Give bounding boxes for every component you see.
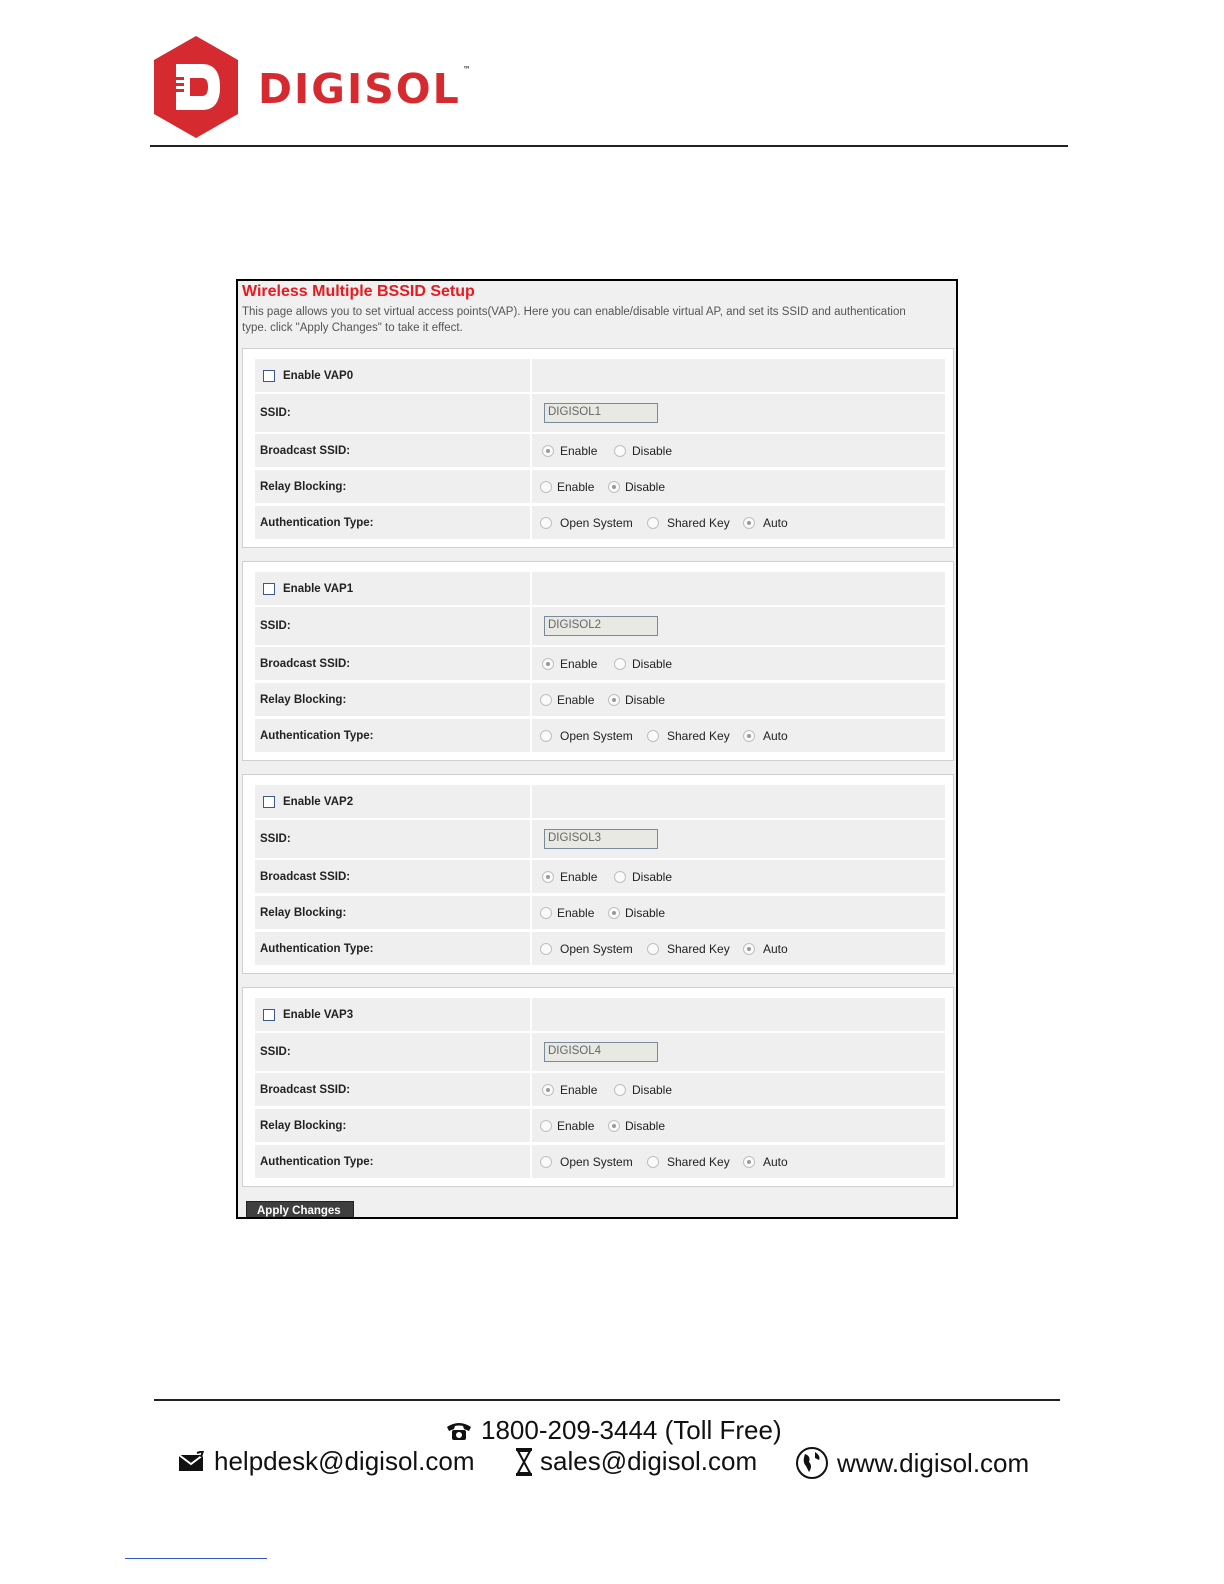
auth-shared-key-label: Shared Key bbox=[667, 1154, 730, 1169]
relay-disable-radio[interactable] bbox=[608, 907, 620, 919]
header-divider bbox=[150, 145, 1068, 147]
auth-auto-radio[interactable] bbox=[743, 1156, 755, 1168]
row-value-cell bbox=[532, 470, 945, 503]
auth-open-system-label: Open System bbox=[560, 515, 633, 530]
auth-shared-key-radio[interactable] bbox=[647, 1156, 659, 1168]
broadcast-ssid-row bbox=[255, 434, 945, 467]
broadcast-ssid-row bbox=[255, 647, 945, 680]
vap-block-1 bbox=[242, 561, 954, 761]
broadcast-enable-radio[interactable] bbox=[542, 1084, 554, 1096]
row-value-cell bbox=[532, 434, 945, 467]
row-value-cell bbox=[532, 607, 945, 645]
vap-block-3 bbox=[242, 987, 954, 1187]
auth-open-system-radio[interactable] bbox=[540, 517, 552, 529]
row-label-cell bbox=[255, 647, 530, 680]
broadcast-enable-label: Enable bbox=[560, 656, 598, 671]
auth-shared-key-label: Shared Key bbox=[667, 941, 730, 956]
website-contact bbox=[795, 1446, 1029, 1480]
authentication-type-label: Authentication Type: bbox=[260, 516, 374, 529]
broadcast-disable-label: Disable bbox=[632, 1082, 673, 1097]
toll-free-line bbox=[445, 1415, 782, 1446]
row-label-cell bbox=[255, 470, 530, 503]
broadcast-disable-radio[interactable] bbox=[614, 871, 626, 883]
ssid-input[interactable]: DIGISOL4 bbox=[544, 1042, 658, 1062]
row-value-cell bbox=[532, 719, 945, 752]
authentication-type-row bbox=[255, 1145, 945, 1178]
relay-disable-label: Disable bbox=[625, 692, 666, 707]
ssid-label: SSID: bbox=[260, 407, 291, 419]
vap-enable-checkbox[interactable] bbox=[263, 583, 275, 595]
broadcast-ssid-label: Broadcast SSID: bbox=[260, 444, 351, 457]
ssid-label: SSID: bbox=[260, 833, 291, 845]
digisol-logo bbox=[152, 33, 471, 141]
relay-enable-radio[interactable] bbox=[540, 907, 552, 919]
relay-blocking-row bbox=[255, 896, 945, 929]
helpdesk-email[interactable]: helpdesk@digisol.com bbox=[214, 1446, 475, 1476]
row-label-cell bbox=[255, 785, 530, 818]
vap-block-2 bbox=[242, 774, 954, 974]
phone-number: 1800-209-3444 (Toll Free) bbox=[481, 1415, 782, 1445]
vap-enable-label: Enable VAP3 bbox=[283, 1008, 354, 1021]
auth-open-system-radio[interactable] bbox=[540, 730, 552, 742]
auth-open-system-label: Open System bbox=[560, 728, 633, 743]
relay-disable-radio[interactable] bbox=[608, 1120, 620, 1132]
vap-enable-label: Enable VAP1 bbox=[283, 582, 354, 595]
authentication-type-row bbox=[255, 506, 945, 539]
relay-blocking-label: Relay Blocking: bbox=[260, 693, 347, 706]
broadcast-enable-radio[interactable] bbox=[542, 658, 554, 670]
auth-open-system-radio[interactable] bbox=[540, 943, 552, 955]
row-label-cell bbox=[255, 1033, 530, 1071]
auth-open-system-radio[interactable] bbox=[540, 1156, 552, 1168]
row-label-cell bbox=[255, 932, 530, 965]
broadcast-ssid-row bbox=[255, 860, 945, 893]
relay-blocking-label: Relay Blocking: bbox=[260, 480, 347, 493]
vap-enable-label: Enable VAP2 bbox=[283, 795, 354, 808]
broadcast-enable-label: Enable bbox=[560, 869, 598, 884]
apply-changes-button[interactable]: Apply Changes bbox=[246, 1201, 354, 1219]
vap-enable-checkbox[interactable] bbox=[263, 370, 275, 382]
row-value-cell bbox=[532, 998, 945, 1031]
website-url[interactable]: www.digisol.com bbox=[837, 1447, 1030, 1478]
row-label-cell bbox=[255, 896, 530, 929]
auth-shared-key-radio[interactable] bbox=[647, 517, 659, 529]
relay-blocking-label: Relay Blocking: bbox=[260, 1119, 347, 1132]
vap-enable-row bbox=[255, 572, 945, 605]
row-label-cell bbox=[255, 719, 530, 752]
relay-enable-radio[interactable] bbox=[540, 481, 552, 493]
row-label-cell bbox=[255, 607, 530, 645]
row-label-cell bbox=[255, 1073, 530, 1106]
row-value-cell bbox=[532, 896, 945, 929]
auth-auto-label: Auto bbox=[763, 941, 788, 956]
broadcast-disable-radio[interactable] bbox=[614, 658, 626, 670]
broadcast-enable-label: Enable bbox=[560, 443, 598, 458]
row-value-cell bbox=[532, 860, 945, 893]
broadcast-disable-label: Disable bbox=[632, 443, 673, 458]
relay-disable-label: Disable bbox=[625, 479, 666, 494]
row-label-cell bbox=[255, 1145, 530, 1178]
relay-blocking-row bbox=[255, 470, 945, 503]
authentication-type-row bbox=[255, 719, 945, 752]
ssid-row bbox=[255, 394, 945, 432]
auth-shared-key-label: Shared Key bbox=[667, 515, 730, 530]
row-value-cell bbox=[532, 572, 945, 605]
sales-contact bbox=[514, 1446, 757, 1477]
contact-bar bbox=[178, 1446, 1058, 1482]
ssid-input[interactable]: DIGISOL3 bbox=[544, 829, 658, 849]
ssid-row bbox=[255, 820, 945, 858]
broadcast-ssid-label: Broadcast SSID: bbox=[260, 657, 351, 670]
relay-enable-label: Enable bbox=[557, 692, 595, 707]
relay-blocking-row bbox=[255, 683, 945, 716]
vap-enable-row bbox=[255, 785, 945, 818]
relay-disable-radio[interactable] bbox=[608, 694, 620, 706]
row-label-cell bbox=[255, 860, 530, 893]
row-label-cell bbox=[255, 572, 530, 605]
relay-disable-label: Disable bbox=[625, 905, 666, 920]
relay-disable-label: Disable bbox=[625, 1118, 666, 1133]
auth-auto-radio[interactable] bbox=[743, 517, 755, 529]
row-value-cell bbox=[532, 785, 945, 818]
footer-divider bbox=[154, 1399, 1060, 1401]
auth-open-system-label: Open System bbox=[560, 941, 633, 956]
telephone-icon bbox=[445, 1420, 473, 1442]
ssid-input[interactable]: DIGISOL1 bbox=[544, 403, 658, 423]
row-value-cell bbox=[532, 683, 945, 716]
page-title: Wireless Multiple BSSID Setup bbox=[242, 283, 475, 300]
auth-auto-radio[interactable] bbox=[743, 943, 755, 955]
vap-enable-row bbox=[255, 998, 945, 1031]
row-value-cell bbox=[532, 394, 945, 432]
ssid-row bbox=[255, 1033, 945, 1071]
broadcast-ssid-row bbox=[255, 1073, 945, 1106]
relay-enable-radio[interactable] bbox=[540, 1120, 552, 1132]
vap-enable-checkbox[interactable] bbox=[263, 796, 275, 808]
row-value-cell bbox=[532, 359, 945, 392]
ssid-label: SSID: bbox=[260, 1046, 291, 1058]
relay-enable-label: Enable bbox=[557, 905, 595, 920]
row-value-cell bbox=[532, 506, 945, 539]
auth-auto-label: Auto bbox=[763, 728, 788, 743]
row-value-cell bbox=[532, 1073, 945, 1106]
relay-blocking-label: Relay Blocking: bbox=[260, 906, 347, 919]
row-value-cell bbox=[532, 932, 945, 965]
mail-icon bbox=[178, 1451, 204, 1473]
page-description: This page allows you to set virtual access points(VAP). Here you can enable/disable virtual AP, and set its SSID and authentication type. click "Apply Changes" to take it effect. bbox=[242, 306, 906, 334]
broadcast-ssid-label: Broadcast SSID: bbox=[260, 1083, 351, 1096]
relay-enable-radio[interactable] bbox=[540, 694, 552, 706]
authentication-type-label: Authentication Type: bbox=[260, 1155, 374, 1168]
auth-auto-radio[interactable] bbox=[743, 730, 755, 742]
row-label-cell bbox=[255, 434, 530, 467]
authentication-type-row bbox=[255, 932, 945, 965]
row-label-cell bbox=[255, 394, 530, 432]
broadcast-enable-radio[interactable] bbox=[542, 871, 554, 883]
relay-blocking-row bbox=[255, 1109, 945, 1142]
row-value-cell bbox=[532, 647, 945, 680]
brand-name: DIGISOL ™ bbox=[258, 65, 471, 113]
auth-shared-key-radio[interactable] bbox=[647, 730, 659, 742]
auth-shared-key-label: Shared Key bbox=[667, 728, 730, 743]
row-value-cell bbox=[532, 1109, 945, 1142]
globe-icon bbox=[795, 1446, 829, 1480]
auth-auto-label: Auto bbox=[763, 515, 788, 530]
wireless-mbssid-panel bbox=[236, 279, 958, 1219]
ssid-label: SSID: bbox=[260, 620, 291, 632]
broadcast-disable-label: Disable bbox=[632, 656, 673, 671]
row-label-cell bbox=[255, 820, 530, 858]
vap-enable-checkbox[interactable] bbox=[263, 1009, 275, 1021]
row-label-cell bbox=[255, 1109, 530, 1142]
row-label-cell bbox=[255, 998, 530, 1031]
authentication-type-label: Authentication Type: bbox=[260, 942, 374, 955]
sales-email[interactable]: sales@digisol.com bbox=[540, 1446, 758, 1476]
broadcast-disable-radio[interactable] bbox=[614, 1084, 626, 1096]
row-value-cell bbox=[532, 1145, 945, 1178]
relay-enable-label: Enable bbox=[557, 1118, 595, 1133]
row-value-cell bbox=[532, 820, 945, 858]
auth-open-system-label: Open System bbox=[560, 1154, 633, 1169]
row-label-cell bbox=[255, 506, 530, 539]
digisol-logo-icon bbox=[152, 34, 240, 140]
broadcast-disable-label: Disable bbox=[632, 869, 673, 884]
auth-auto-label: Auto bbox=[763, 1154, 788, 1169]
authentication-type-label: Authentication Type: bbox=[260, 729, 374, 742]
row-label-cell bbox=[255, 359, 530, 392]
ssid-row bbox=[255, 607, 945, 645]
vap-enable-label: Enable VAP0 bbox=[283, 369, 354, 382]
vap-block-0 bbox=[242, 348, 954, 548]
ssid-input[interactable]: DIGISOL2 bbox=[544, 616, 658, 636]
relay-disable-radio[interactable] bbox=[608, 481, 620, 493]
broadcast-enable-label: Enable bbox=[560, 1082, 598, 1097]
broadcast-enable-radio[interactable] bbox=[542, 445, 554, 457]
relay-enable-label: Enable bbox=[557, 479, 595, 494]
page-bottom-link-line bbox=[125, 1558, 267, 1559]
broadcast-ssid-label: Broadcast SSID: bbox=[260, 870, 351, 883]
vap-enable-row bbox=[255, 359, 945, 392]
broadcast-disable-radio[interactable] bbox=[614, 445, 626, 457]
row-label-cell bbox=[255, 683, 530, 716]
helpdesk-contact bbox=[178, 1446, 475, 1477]
row-value-cell bbox=[532, 1033, 945, 1071]
hourglass-icon bbox=[514, 1447, 534, 1477]
auth-shared-key-radio[interactable] bbox=[647, 943, 659, 955]
